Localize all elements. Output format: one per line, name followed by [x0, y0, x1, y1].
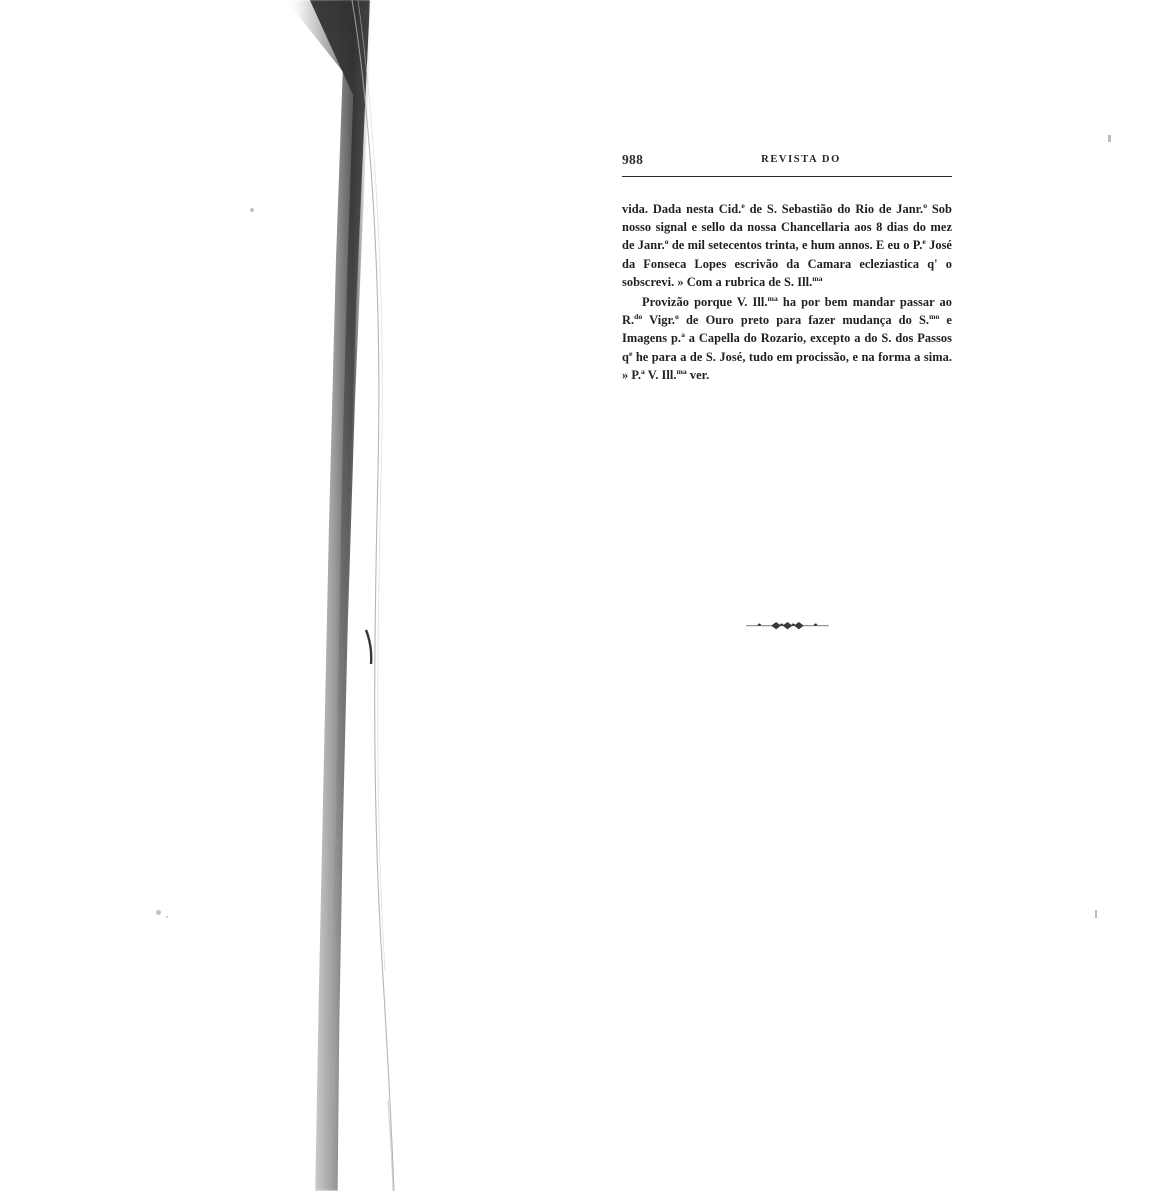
paragraph-2: Provizão porque V. Ill.$^{ma}$ ha por bem mandar passar ao R.$^{do}$ Vigr.$^o$ de Ouro preto para fazer mudança do S.$^{mo}$ e Imagens p.$^a$ a Capella do Rozario, excepto a do S. dos Passos $q^e$ he para a de S. José, tudo em procissão, e na forma a sima. » P.$^a$ V. Ill.$^{ma}$ ver. [622, 293, 952, 382]
dust-speck [1108, 135, 1111, 142]
paragraph-1: vida. Dada nesta Cid.$^e$ de S. Sebastião do Rio de Janr.$^o$ Sob nosso signal e sello da nossa Chancellaria aos 8 dias do mez de Janr.$^o$ de mil setecentos trinta, e hum annos. E eu o P.$^e$ José da Fonseca Lopes escrivão da Camara ecleziastica q' o sobscrevi. » Com a rubrica de S. Ill.$^{ma}$ [622, 201, 952, 289]
dust-speck [156, 910, 161, 915]
body-text [622, 200, 952, 384]
section-ornament [622, 616, 952, 632]
page-number: 988 [622, 152, 644, 167]
dust-speck [250, 208, 254, 212]
ornament-glyph: —•—◆•◆•◆—•— [746, 619, 828, 631]
header-rule [622, 176, 952, 177]
journal-title-header: REVISTA DO [761, 154, 841, 165]
running-head [622, 150, 952, 174]
book-spine-dark-core [300, 0, 370, 1191]
dust-speck [1095, 910, 1097, 918]
book-spine-shadow [286, 0, 372, 1191]
dust-speck [166, 916, 168, 918]
scanned-page [622, 150, 952, 632]
